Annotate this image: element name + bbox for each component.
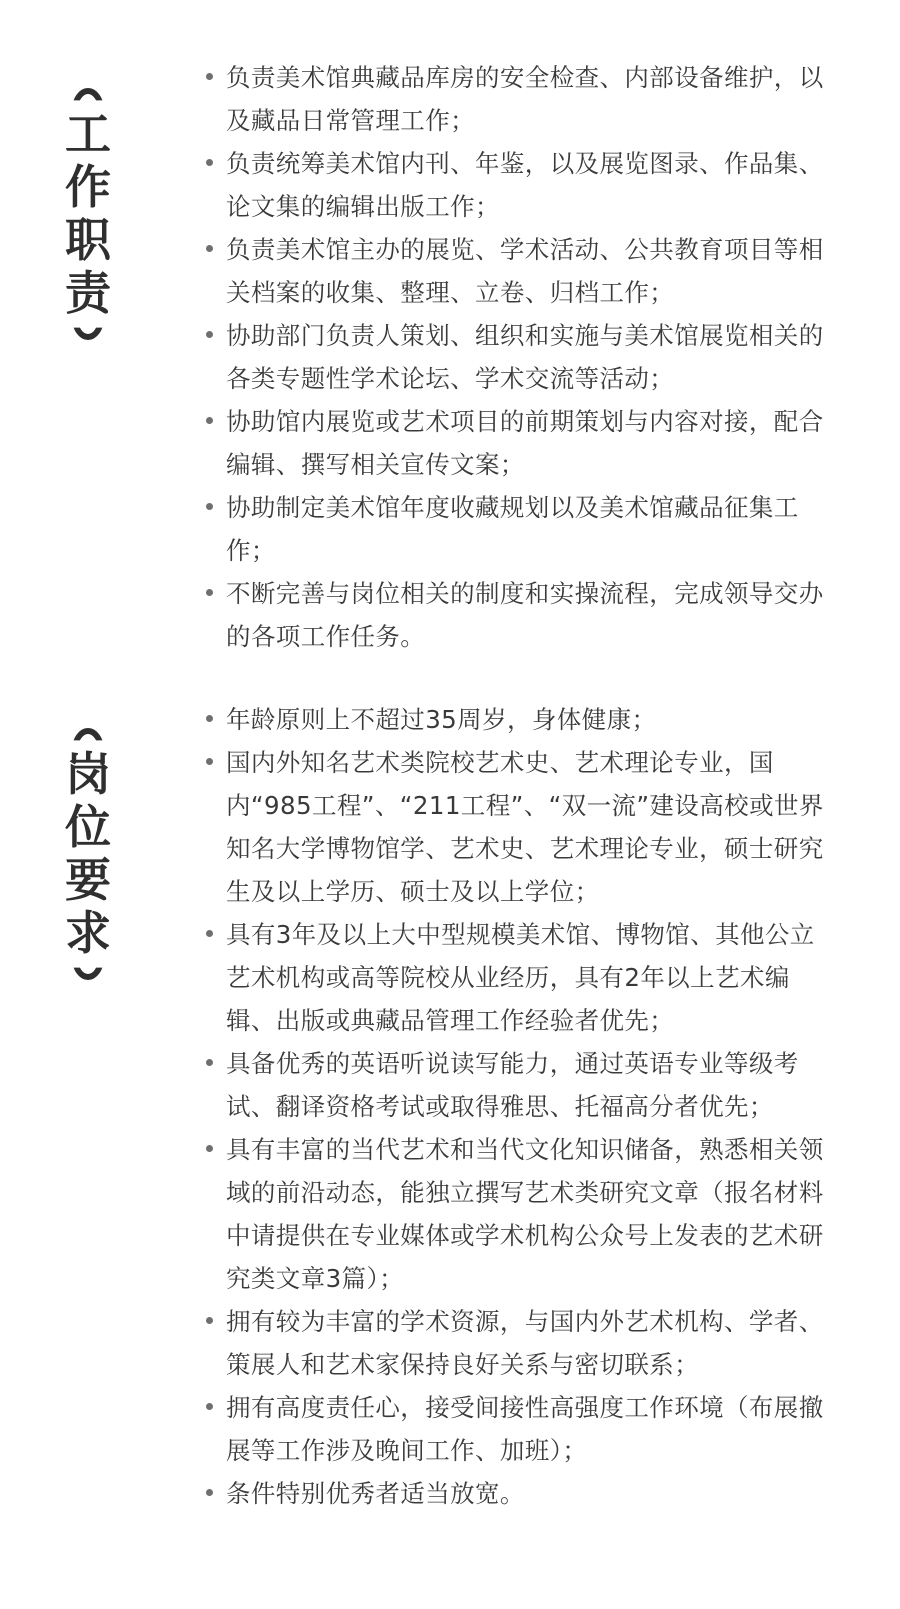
heading-char: 责 [65,266,111,320]
list-item-text: 负责统筹美术馆内刊、年鉴，以及展览图录、作品集、论文集的编辑出版工作； [226,149,824,221]
list-item-text: 年龄原则上不超过35周岁，身体健康； [226,705,657,734]
list-item-text: 协助制定美术馆年度收藏规划以及美术馆藏品征集工作； [226,493,799,565]
list-item-text: 拥有高度责任心，接受间接性高强度工作环境（布展撤展等工作涉及晚间工作、加班）； [226,1393,824,1465]
bullet-icon [206,73,213,80]
list-item [206,1300,832,1386]
list-item [206,400,832,486]
list-item [206,142,832,228]
list-item-text: 国内外知名艺术类院校艺术史、艺术理论专业，国内“985工程”、“211工程”、“双一流”建设高校或世界知名大学博物馆学、艺术史、艺术理论专业，硕士研究生及以上学历、硕士及以上学位； [226,748,824,906]
list-item-text: 拥有较为丰富的学术资源，与国内外艺术机构、学者、策展人和艺术家保持良好关系与密切联系； [226,1307,824,1379]
list-item [206,314,832,400]
list-item [206,698,832,741]
bullet-icon [206,245,213,252]
bullet-icon [206,503,213,510]
list-item-text: 协助馆内展览或艺术项目的前期策划与内容对接，配合编辑、撰写相关宣传文案； [226,407,824,479]
list-item-text: 不断完善与岗位相关的制度和实操流程，完成领导交办的各项工作任务。 [226,579,824,651]
bullet-icon [206,930,213,937]
close-paren-mark [68,320,108,346]
requirements-list [206,698,832,1515]
list-item [206,1472,832,1515]
close-paren-mark [68,960,108,986]
list-item-text: 负责美术馆主办的展览、学术活动、公共教育项目等相关档案的收集、整理、立卷、归档工作； [226,235,824,307]
heading-char: 岗 [65,747,111,801]
list-item [206,572,832,658]
list-item [206,1386,832,1472]
bullet-icon [206,417,213,424]
list-item-text: 负责美术馆典藏品库房的安全检查、内部设备维护，以及藏品日常管理工作； [226,63,824,135]
bullet-icon [206,159,213,166]
bullet-icon [206,331,213,338]
bullet-icon [206,1489,213,1496]
list-item [206,913,832,1042]
open-paren-mark [68,82,108,108]
bullet-icon [206,1059,213,1066]
heading-char: 工 [65,107,111,161]
list-item [206,56,832,142]
heading-char: 职 [65,213,111,267]
list-item [206,1042,832,1128]
list-item-text: 具备优秀的英语听说读写能力，通过英语专业等级考试、翻译资格考试或取得雅思、托福高分者优先； [226,1049,799,1121]
list-item [206,486,832,572]
list-item-text: 具有丰富的当代艺术和当代文化知识储备，熟悉相关领域的前沿动态，能独立撰写艺术类研究文章（报名材料中请提供在专业媒体或学术机构公众号上发表的艺术研究类文章3篇）； [226,1135,824,1293]
bullet-icon [206,589,213,596]
bullet-icon [206,1403,213,1410]
list-item-text: 协助部门负责人策划、组织和实施与美术馆展览相关的各类专题性学术论坛、学术交流等活动； [226,321,824,393]
list-item [206,228,832,314]
heading-char: 要 [65,853,111,907]
list-item-text: 条件特别优秀者适当放宽。 [226,1479,525,1508]
open-paren-mark [68,722,108,748]
requirements-heading [58,722,118,986]
bullet-icon [206,715,213,722]
bullet-icon [206,1145,213,1152]
heading-char: 求 [65,906,111,960]
list-item [206,1128,832,1300]
duties-list [206,56,832,658]
list-item [206,741,832,913]
bullet-icon [206,1317,213,1324]
list-item-text: 具有3年及以上大中型规模美术馆、博物馆、其他公立艺术机构或高等院校从业经历，具有2年以上艺术编辑、出版或典藏品管理工作经验者优先； [226,920,815,1035]
heading-char: 作 [65,160,111,214]
bullet-icon [206,758,213,765]
heading-char: 位 [65,800,111,854]
duties-heading [58,82,118,346]
